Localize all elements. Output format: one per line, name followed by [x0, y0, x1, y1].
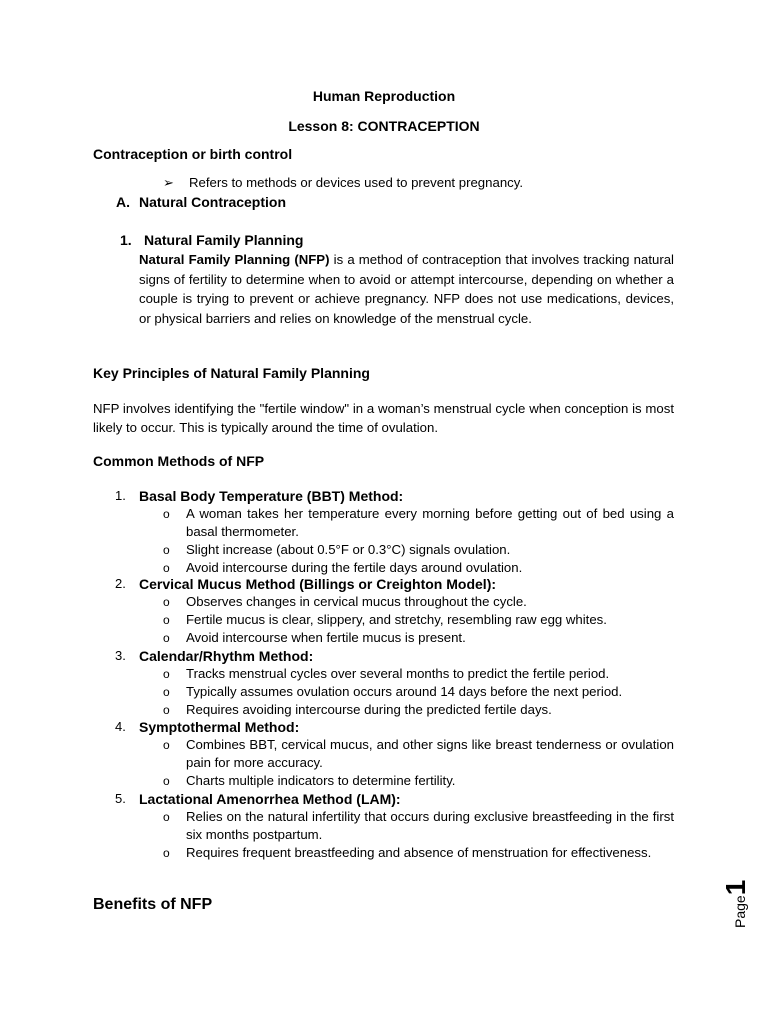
list-item: o Avoid intercourse when fertile mucus is present. — [163, 630, 466, 645]
list-item: o Tracks menstrual cycles over several months to predict the fertile period. — [163, 666, 610, 681]
nfp-item-label: Natural Family Planning — [144, 232, 304, 248]
key-principles-paragraph: NFP involves identifying the "fertile window" in a woman’s menstrual cycle when conception is most likely to occur. This is typically around the time of ovulation. — [93, 401, 674, 435]
method-item — [93, 487, 693, 577]
circle-bullet-icon: o — [163, 703, 170, 717]
list-item: o Typically assumes ovulation occurs around 14 days before the next period. — [163, 684, 623, 699]
method-number: 1. — [115, 488, 126, 503]
list-item: o A woman takes her temperature every morning before getting out of bed using a basal thermometer. — [163, 506, 674, 539]
method-title: Basal Body Temperature (BBT) Method: — [139, 488, 404, 504]
method-item — [93, 575, 693, 647]
nfp-item-heading — [120, 232, 303, 248]
list-item: o Slight increase (about 0.5°F or 0.3°C) signals ovulation. — [163, 542, 511, 557]
circle-bullet-icon: o — [163, 595, 170, 609]
document-title: Human Reproduction — [312, 88, 456, 104]
list-item: o Fertile mucus is clear, slippery, and stretchy, resembling raw egg whites. — [163, 612, 607, 627]
letter-marker: A. — [116, 194, 130, 210]
common-methods-heading: Common Methods of NFP — [93, 453, 265, 469]
benefits-heading: Benefits of NFP — [93, 896, 213, 913]
natural-contraception-label: Natural Contraception — [139, 194, 287, 210]
circle-bullet-icon: o — [163, 685, 170, 699]
method-item — [93, 790, 693, 862]
definition-text: Refers to methods or devices used to prevent pregnancy. — [189, 175, 524, 190]
method-number: 5. — [115, 791, 126, 806]
item-number: 1. — [120, 232, 132, 248]
arrow-bullet-icon: ➢ — [163, 175, 174, 190]
method-title: Lactational Amenorrhea Method (LAM): — [139, 791, 401, 807]
method-number: 2. — [115, 576, 126, 591]
method-title: Calendar/Rhythm Method: — [139, 648, 314, 664]
circle-bullet-icon: o — [163, 774, 170, 788]
circle-bullet-icon: o — [163, 561, 170, 575]
list-item: o Relies on the natural infertility that occurs during exclusive breastfeeding in the first six months postpartum. — [163, 809, 674, 842]
nfp-definition-paragraph — [139, 250, 674, 328]
circle-bullet-icon: o — [163, 631, 170, 645]
key-principles-heading: Key Principles of Natural Family Planning — [93, 365, 370, 381]
list-item: o Requires avoiding intercourse during the predicted fertile days. — [163, 702, 552, 717]
circle-bullet-icon: o — [163, 613, 170, 627]
page-number: 1 — [720, 879, 751, 896]
nfp-term: Natural Family Planning (NFP) — [139, 252, 330, 267]
method-item — [93, 718, 693, 790]
section-heading: Contraception or birth control — [93, 146, 293, 162]
circle-bullet-icon: o — [163, 543, 170, 557]
page-number-label — [690, 868, 751, 938]
definition-row — [163, 175, 523, 191]
list-item: o Requires frequent breastfeeding and absence of menstruation for effectiveness. — [163, 845, 652, 860]
method-number: 4. — [115, 719, 126, 734]
circle-bullet-icon: o — [163, 507, 170, 521]
method-number: 3. — [115, 648, 126, 663]
circle-bullet-icon: o — [163, 738, 170, 752]
method-title: Symptothermal Method: — [139, 719, 300, 735]
list-item: o Charts multiple indicators to determine fertility. — [163, 773, 456, 788]
list-item: o Combines BBT, cervical mucus, and other signs like breast tenderness or ovulation pain for more accuracy. — [163, 737, 674, 770]
nfp-description: is a method of contraception that involves tracking natural signs of fertility to determine when to avoid or attempt intercourse, depending on whether a couple is trying to prevent or achieve pregnancy. NFP does not use medications, devices, or physical barriers and relies on knowledge of the menstrual cycle. — [139, 252, 674, 326]
method-item — [93, 647, 693, 719]
circle-bullet-icon: o — [163, 667, 170, 681]
circle-bullet-icon: o — [163, 810, 170, 824]
list-item: o Avoid intercourse during the fertile days around ovulation. — [163, 560, 523, 575]
natural-contraception-heading — [116, 194, 286, 210]
lesson-title: Lesson 8: CONTRACEPTION — [288, 118, 480, 134]
page-word: Page — [732, 895, 748, 928]
list-item: o Observes changes in cervical mucus throughout the cycle. — [163, 594, 527, 609]
method-title: Cervical Mucus Method (Billings or Creighton Model): — [139, 576, 497, 592]
circle-bullet-icon: o — [163, 846, 170, 860]
